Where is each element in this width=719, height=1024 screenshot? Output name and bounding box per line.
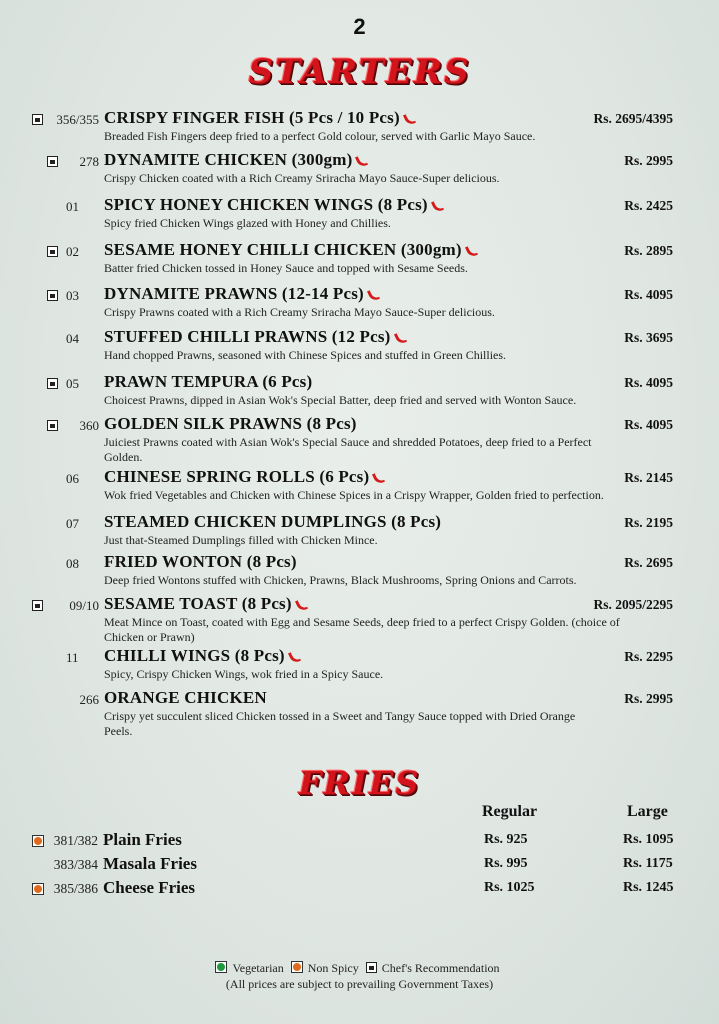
item-price: Rs. 2695/4395 [593, 111, 673, 126]
fries-column-large: Large [627, 803, 668, 820]
chilli-icon [355, 154, 368, 169]
chilli-icon [288, 650, 301, 665]
item-name-text: STEAMED CHICKEN DUMPLINGS (8 Pcs) [104, 512, 442, 531]
chef-recommendation-icon [47, 420, 58, 431]
page-number: 2 [353, 14, 366, 39]
starters-section-title: STARTERS [248, 52, 471, 92]
item-name: Plain Fries [103, 830, 182, 849]
item-price: Rs. 4095 [624, 417, 673, 432]
item-price: Rs. 3695 [624, 330, 673, 345]
item-price: Rs. 4095 [624, 375, 673, 390]
item-name-text: SESAME TOAST (8 Pcs) [104, 594, 292, 613]
item-name [104, 195, 442, 215]
item-price: Rs. 2145 [624, 470, 673, 485]
item-name [104, 327, 405, 347]
item-name [104, 414, 357, 434]
vegetarian-icon [215, 961, 227, 973]
item-name-text: DYNAMITE CHICKEN (300gm) [104, 150, 353, 169]
legend-non-spicy: Non Spicy [307, 961, 359, 975]
item-code: 11 [66, 650, 79, 665]
chef-recommendation-icon [366, 962, 377, 973]
item-name-text: CHINESE SPRING ROLLS (6 Pcs) [104, 467, 370, 486]
item-code: 360 [79, 418, 99, 433]
price-regular: Rs. 925 [484, 832, 528, 847]
non-spicy-icon [291, 961, 303, 973]
item-name [104, 688, 267, 708]
item-name [104, 512, 441, 532]
item-description: Hand chopped Prawns, seasoned with Chinese Spices and stuffed in Green Chillies. [104, 348, 507, 362]
item-name [104, 594, 306, 614]
item-name [104, 372, 312, 392]
chilli-icon [431, 199, 444, 214]
item-price: Rs. 2095/2295 [593, 597, 673, 612]
item-description: Just that-Steamed Dumplings filled with Chicken Mince. [104, 533, 378, 547]
item-description: Breaded Fish Fingers deep fried to a perfect Gold colour, served with Garlic Mayo Sauce. [104, 129, 536, 143]
item-name [104, 240, 476, 260]
item-price: Rs. 2995 [624, 153, 673, 168]
price-regular: Rs. 995 [484, 856, 528, 871]
item-price: Rs. 2695 [624, 555, 673, 570]
chef-recommendation-icon [47, 290, 58, 301]
item-description: Juiciest Prawns coated with Asian Wok's Special Sauce and shredded Potatoes, deep fried to a Perfect Golden. [104, 435, 592, 464]
item-code: 07 [66, 516, 79, 531]
legend-vegetarian: Vegetarian [232, 961, 284, 975]
item-code: 04 [66, 331, 79, 346]
item-name-text: CRISPY FINGER FISH (5 Pcs / 10 Pcs) [104, 108, 400, 127]
chef-recommendation-icon [47, 378, 58, 389]
item-name-text: STUFFED CHILLI PRAWNS (12 Pcs) [104, 327, 391, 346]
item-name-text: CHILLI WINGS (8 Pcs) [104, 646, 285, 665]
item-description: Crispy Chicken coated with a Rich Creamy Sriracha Mayo Sauce-Super delicious. [104, 171, 500, 185]
item-description: Batter fried Chicken tossed in Honey Sauce and topped with Sesame Seeds. [104, 261, 468, 275]
item-code: 383/384 [53, 857, 98, 872]
item-description: Choicest Prawns, dipped in Asian Wok's Special Batter, deep fried and served with Wonton Sauce. [104, 393, 577, 407]
item-description: Meat Mince on Toast, coated with Egg and Sesame Seeds, deep fried to a perfect Crispy Golden. (choice of Chicken or Prawn) [104, 615, 620, 644]
legend [0, 961, 719, 976]
chef-recommendation-icon [47, 156, 58, 167]
item-name [104, 150, 366, 170]
item-code: 266 [79, 692, 99, 707]
item-name: Cheese Fries [103, 878, 196, 897]
chilli-icon [465, 244, 478, 259]
item-description: Crispy yet succulent sliced Chicken tossed in a Sweet and Tangy Sauce topped with Dried Orange Peels. [104, 709, 576, 738]
item-code: 05 [66, 376, 79, 391]
chilli-icon [403, 112, 416, 127]
chef-recommendation-icon [32, 600, 43, 611]
item-name-text: GOLDEN SILK PRAWNS (8 Pcs) [104, 414, 357, 433]
price-large: Rs. 1175 [623, 856, 673, 871]
price-regular: Rs. 1025 [484, 880, 535, 895]
fries-column-regular: Regular [482, 803, 538, 820]
item-code: 09/10 [69, 598, 99, 613]
item-price: Rs. 2295 [624, 649, 673, 664]
price-large: Rs. 1245 [623, 880, 674, 895]
chilli-icon [372, 471, 385, 486]
item-price: Rs. 2425 [624, 198, 673, 213]
item-name-text: DYNAMITE PRAWNS (12-14 Pcs) [104, 284, 364, 303]
item-price: Rs. 2195 [624, 515, 673, 530]
tax-note: (All prices are subject to prevailing Government Taxes) [225, 977, 494, 991]
chilli-icon [367, 288, 380, 303]
item-code: 02 [66, 244, 79, 259]
item-name [104, 108, 414, 128]
chef-recommendation-icon [47, 246, 58, 257]
item-name-text: FRIED WONTON (8 Pcs) [104, 552, 297, 571]
item-code: 03 [66, 288, 79, 303]
item-description: Spicy fried Chicken Wings glazed with Honey and Chillies. [104, 216, 391, 230]
item-description: Wok fried Vegetables and Chicken with Chinese Spices in a Crispy Wrapper, Golden fried to perfection. [104, 488, 604, 502]
chilli-icon [393, 331, 406, 346]
non-spicy-icon [32, 883, 44, 895]
item-name [104, 552, 297, 572]
item-code: 06 [66, 471, 79, 486]
item-description: Spicy, Crispy Chicken Wings, wok fried in a Spicy Sauce. [104, 667, 384, 681]
item-price: Rs. 2995 [624, 691, 673, 706]
chef-recommendation-icon [32, 114, 43, 125]
item-name-text: SESAME HONEY CHILLI CHICKEN (300gm) [104, 240, 462, 259]
item-description: Crispy Prawns coated with a Rich Creamy Sriracha Mayo Sauce-Super delicious. [104, 305, 495, 319]
item-name-text: ORANGE CHICKEN [104, 688, 267, 707]
legend-chef-recommendation: Chef's Recommendation [381, 961, 500, 975]
item-code: 08 [66, 556, 79, 571]
item-code: 356/355 [56, 112, 99, 127]
item-name [104, 646, 299, 666]
item-name-text: SPICY HONEY CHICKEN WINGS (8 Pcs) [104, 195, 428, 214]
item-name [104, 467, 383, 487]
item-price: Rs. 2895 [624, 243, 673, 258]
item-name-text: PRAWN TEMPURA (6 Pcs) [104, 372, 313, 391]
item-name [104, 284, 378, 304]
item-price: Rs. 4095 [624, 287, 673, 302]
item-code: 278 [79, 154, 99, 169]
price-large: Rs. 1095 [623, 832, 674, 847]
non-spicy-icon [32, 835, 44, 847]
item-code: 01 [66, 199, 79, 214]
item-code: 381/382 [53, 833, 98, 848]
fries-section-title: FRIES [298, 764, 421, 802]
item-code: 385/386 [53, 881, 98, 896]
chilli-icon [295, 598, 308, 613]
item-name: Masala Fries [103, 854, 197, 873]
item-description: Deep fried Wontons stuffed with Chicken, Prawns, Black Mushrooms, Spring Onions and Carrots. [104, 573, 577, 587]
